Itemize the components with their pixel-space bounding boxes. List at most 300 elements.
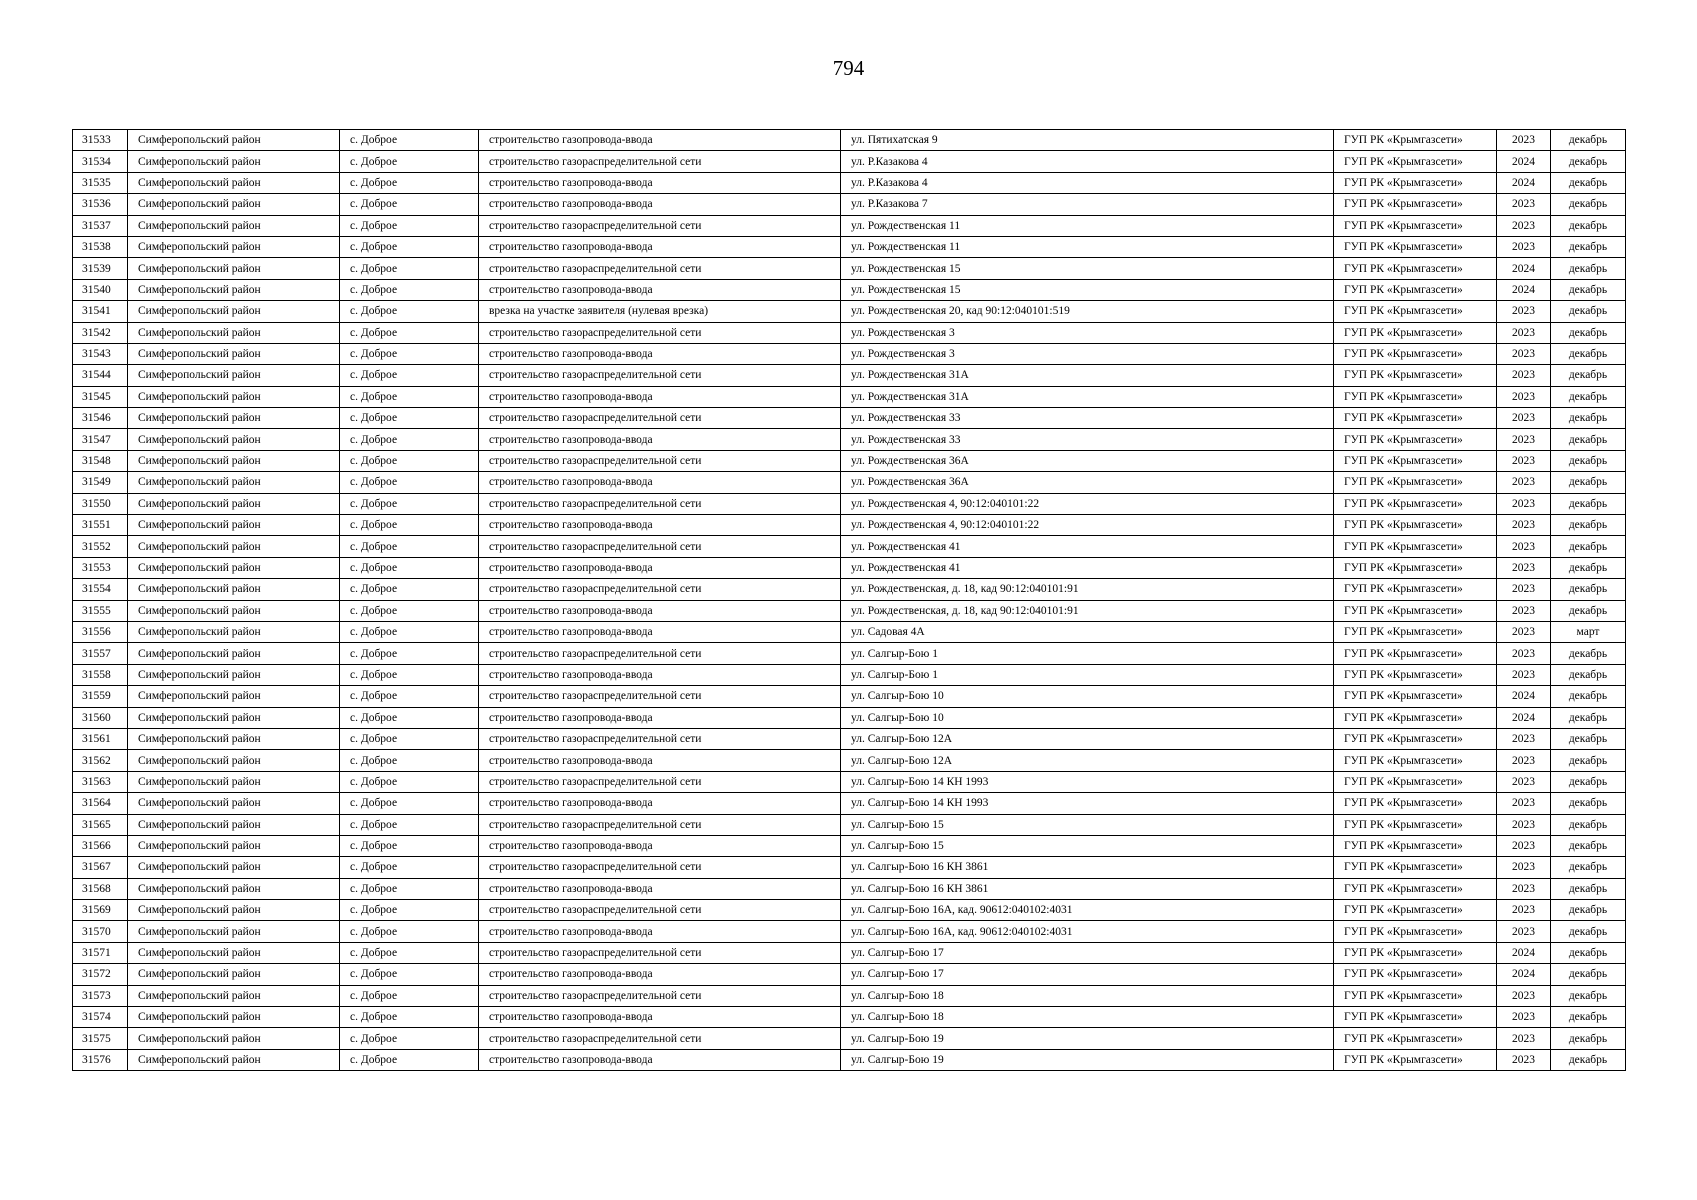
cell-address: ул. Салгыр-Бою 16А, кад. 90612:040102:4031 [841,900,1334,921]
table-row [73,878,1626,899]
cell-settlement: с. Доброе [340,878,479,899]
cell-address: ул. Салгыр-Бою 12А [841,750,1334,771]
cell-organization: ГУП РК «Крымгазсети» [1334,472,1497,493]
table-row [73,942,1626,963]
cell-organization: ГУП РК «Крымгазсети» [1334,686,1497,707]
cell-district: Симферопольский район [128,172,340,193]
cell-month: декабрь [1551,493,1626,514]
cell-year: 2023 [1497,600,1551,621]
cell-number: 31551 [73,515,128,536]
cell-year: 2023 [1497,194,1551,215]
table-row [73,301,1626,322]
cell-year: 2023 [1497,429,1551,450]
cell-year: 2023 [1497,985,1551,1006]
cell-work-type: строительство газопровода-ввода [479,750,841,771]
cell-address: ул. Рождественская 4, 90:12:040101:22 [841,515,1334,536]
cell-address: ул. Рождественская 3 [841,322,1334,343]
cell-organization: ГУП РК «Крымгазсети» [1334,515,1497,536]
cell-work-type: строительство газопровода-ввода [479,664,841,685]
cell-number: 31556 [73,621,128,642]
cell-month: декабрь [1551,450,1626,471]
cell-organization: ГУП РК «Крымгазсети» [1334,579,1497,600]
cell-year: 2023 [1497,857,1551,878]
cell-work-type: строительство газораспределительной сети [479,365,841,386]
cell-year: 2023 [1497,236,1551,257]
cell-month: декабрь [1551,215,1626,236]
cell-year: 2023 [1497,301,1551,322]
cell-year: 2024 [1497,686,1551,707]
cell-address: ул. Рождественская, д. 18, кад 90:12:040101:91 [841,579,1334,600]
cell-work-type: строительство газопровода-ввода [479,793,841,814]
cell-year: 2023 [1497,215,1551,236]
cell-settlement: с. Доброе [340,536,479,557]
cell-address: ул. Салгыр-Бою 19 [841,1028,1334,1049]
cell-number: 31561 [73,728,128,749]
cell-work-type: строительство газораспределительной сети [479,900,841,921]
cell-organization: ГУП РК «Крымгазсети» [1334,236,1497,257]
table-row [73,386,1626,407]
table-row [73,194,1626,215]
cell-month: декабрь [1551,408,1626,429]
table-row [73,964,1626,985]
cell-work-type: строительство газопровода-ввода [479,236,841,257]
cell-address: ул. Р.Казакова 4 [841,151,1334,172]
cell-settlement: с. Доброе [340,771,479,792]
cell-number: 31568 [73,878,128,899]
cell-organization: ГУП РК «Крымгазсети» [1334,194,1497,215]
cell-number: 31558 [73,664,128,685]
table-row [73,857,1626,878]
table-row [73,365,1626,386]
cell-month: декабрь [1551,1007,1626,1028]
cell-organization: ГУП РК «Крымгазсети» [1334,429,1497,450]
cell-district: Симферопольский район [128,322,340,343]
cell-settlement: с. Доброе [340,750,479,771]
cell-year: 2024 [1497,151,1551,172]
page-number: 794 [832,56,865,80]
cell-work-type: строительство газораспределительной сети [479,1028,841,1049]
cell-year: 2023 [1497,1007,1551,1028]
cell-year: 2024 [1497,258,1551,279]
cell-organization: ГУП РК «Крымгазсети» [1334,942,1497,963]
cell-number: 31565 [73,814,128,835]
table-row [73,814,1626,835]
cell-work-type: строительство газопровода-ввода [479,172,841,193]
cell-work-type: строительство газораспределительной сети [479,408,841,429]
cell-number: 31539 [73,258,128,279]
cell-month: декабрь [1551,771,1626,792]
table-row [73,472,1626,493]
cell-settlement: с. Доброе [340,450,479,471]
cell-settlement: с. Доброе [340,664,479,685]
cell-organization: ГУП РК «Крымгазсети» [1334,215,1497,236]
cell-district: Симферопольский район [128,857,340,878]
table-row [73,151,1626,172]
cell-district: Симферопольский район [128,985,340,1006]
cell-district: Симферопольский район [128,643,340,664]
table-row [73,1007,1626,1028]
cell-number: 31547 [73,429,128,450]
cell-work-type: строительство газораспределительной сети [479,728,841,749]
cell-organization: ГУП РК «Крымгазсети» [1334,493,1497,514]
cell-address: ул. Рождественская 15 [841,258,1334,279]
table-row [73,600,1626,621]
cell-month: декабрь [1551,236,1626,257]
cell-number: 31540 [73,279,128,300]
cell-work-type: строительство газораспределительной сети [479,643,841,664]
cell-district: Симферопольский район [128,151,340,172]
cell-year: 2023 [1497,1049,1551,1070]
cell-organization: ГУП РК «Крымгазсети» [1334,664,1497,685]
cell-address: ул. Р.Казакова 4 [841,172,1334,193]
cell-district: Симферопольский район [128,921,340,942]
cell-month: декабрь [1551,900,1626,921]
cell-settlement: с. Доброе [340,472,479,493]
cell-settlement: с. Доброе [340,579,479,600]
cell-year: 2023 [1497,621,1551,642]
cell-work-type: строительство газопровода-ввода [479,835,841,856]
cell-settlement: с. Доброе [340,408,479,429]
cell-address: ул. Рождественская 11 [841,215,1334,236]
cell-work-type: строительство газопровода-ввода [479,515,841,536]
cell-month: декабрь [1551,579,1626,600]
cell-settlement: с. Доброе [340,814,479,835]
table-row [73,707,1626,728]
cell-settlement: с. Доброе [340,429,479,450]
cell-district: Симферопольский район [128,258,340,279]
cell-district: Симферопольский район [128,579,340,600]
cell-organization: ГУП РК «Крымгазсети» [1334,900,1497,921]
cell-work-type: врезка на участке заявителя (нулевая врезка) [479,301,841,322]
cell-address: ул. Салгыр-Бою 1 [841,643,1334,664]
cell-work-type: строительство газопровода-ввода [479,921,841,942]
cell-address: ул. Р.Казакова 7 [841,194,1334,215]
cell-month: декабрь [1551,985,1626,1006]
table-row [73,579,1626,600]
cell-organization: ГУП РК «Крымгазсети» [1334,172,1497,193]
cell-organization: ГУП РК «Крымгазсети» [1334,964,1497,985]
cell-address: ул. Салгыр-Бою 19 [841,1049,1334,1070]
cell-organization: ГУП РК «Крымгазсети» [1334,621,1497,642]
cell-address: ул. Пятихатская 9 [841,130,1334,151]
cell-year: 2023 [1497,450,1551,471]
cell-district: Симферопольский район [128,343,340,364]
cell-work-type: строительство газопровода-ввода [479,279,841,300]
cell-organization: ГУП РК «Крымгазсети» [1334,343,1497,364]
cell-work-type: строительство газораспределительной сети [479,579,841,600]
cell-address: ул. Рождественская 36А [841,450,1334,471]
cell-month: декабрь [1551,1028,1626,1049]
table-row [73,900,1626,921]
cell-year: 2024 [1497,172,1551,193]
cell-month: декабрь [1551,793,1626,814]
cell-district: Симферопольский район [128,686,340,707]
cell-year: 2023 [1497,130,1551,151]
table-row [73,343,1626,364]
cell-settlement: с. Доброе [340,258,479,279]
cell-month: декабрь [1551,258,1626,279]
cell-district: Симферопольский район [128,450,340,471]
cell-settlement: с. Доброе [340,686,479,707]
table-row [73,429,1626,450]
cell-work-type: строительство газопровода-ввода [479,964,841,985]
cell-year: 2023 [1497,343,1551,364]
cell-year: 2023 [1497,515,1551,536]
cell-settlement: с. Доброе [340,279,479,300]
cell-settlement: с. Доброе [340,301,479,322]
cell-settlement: с. Доброе [340,493,479,514]
cell-number: 31550 [73,493,128,514]
cell-organization: ГУП РК «Крымгазсети» [1334,365,1497,386]
cell-organization: ГУП РК «Крымгазсети» [1334,322,1497,343]
registry-table [72,129,1626,1071]
cell-number: 31536 [73,194,128,215]
cell-organization: ГУП РК «Крымгазсети» [1334,450,1497,471]
table-row [73,258,1626,279]
cell-number: 31543 [73,343,128,364]
cell-organization: ГУП РК «Крымгазсети» [1334,279,1497,300]
cell-address: ул. Салгыр-Бою 18 [841,985,1334,1006]
cell-year: 2024 [1497,707,1551,728]
cell-number: 31576 [73,1049,128,1070]
cell-month: декабрь [1551,536,1626,557]
cell-settlement: с. Доброе [340,130,479,151]
cell-number: 31537 [73,215,128,236]
cell-number: 31572 [73,964,128,985]
table-row [73,172,1626,193]
cell-number: 31553 [73,557,128,578]
cell-settlement: с. Доброе [340,707,479,728]
cell-month: декабрь [1551,750,1626,771]
cell-number: 31535 [73,172,128,193]
cell-year: 2023 [1497,664,1551,685]
cell-district: Симферопольский район [128,835,340,856]
cell-number: 31574 [73,1007,128,1028]
cell-district: Симферопольский район [128,750,340,771]
cell-district: Симферопольский район [128,301,340,322]
cell-work-type: строительство газораспределительной сети [479,215,841,236]
cell-district: Симферопольский район [128,236,340,257]
cell-settlement: с. Доброе [340,194,479,215]
cell-address: ул. Рождественская 31А [841,365,1334,386]
cell-month: март [1551,621,1626,642]
cell-address: ул. Салгыр-Бою 12А [841,728,1334,749]
table-row [73,686,1626,707]
table-row [73,236,1626,257]
cell-work-type: строительство газораспределительной сети [479,771,841,792]
cell-settlement: с. Доброе [340,365,479,386]
cell-settlement: с. Доброе [340,985,479,1006]
table-row [73,1049,1626,1070]
cell-month: декабрь [1551,172,1626,193]
cell-month: декабрь [1551,194,1626,215]
cell-settlement: с. Доброе [340,515,479,536]
cell-address: ул. Рождественская 20, кад 90:12:040101:519 [841,301,1334,322]
table-row [73,215,1626,236]
cell-work-type: строительство газораспределительной сети [479,493,841,514]
cell-organization: ГУП РК «Крымгазсети» [1334,151,1497,172]
cell-month: декабрь [1551,600,1626,621]
cell-address: ул. Салгыр-Бою 10 [841,686,1334,707]
cell-address: ул. Рождественская 36А [841,472,1334,493]
cell-address: ул. Салгыр-Бою 16А, кад. 90612:040102:4031 [841,921,1334,942]
table-row [73,1028,1626,1049]
cell-address: ул. Рождественская 11 [841,236,1334,257]
cell-work-type: строительство газопровода-ввода [479,194,841,215]
table-row [73,835,1626,856]
cell-address: ул. Рождественская 3 [841,343,1334,364]
table-row [73,279,1626,300]
cell-organization: ГУП РК «Крымгазсети» [1334,1028,1497,1049]
cell-number: 31549 [73,472,128,493]
table-row [73,793,1626,814]
cell-organization: ГУП РК «Крымгазсети» [1334,408,1497,429]
cell-organization: ГУП РК «Крымгазсети» [1334,557,1497,578]
cell-year: 2023 [1497,878,1551,899]
cell-settlement: с. Доброе [340,1007,479,1028]
cell-settlement: с. Доброе [340,600,479,621]
cell-work-type: строительство газораспределительной сети [479,450,841,471]
cell-organization: ГУП РК «Крымгазсети» [1334,600,1497,621]
cell-month: декабрь [1551,515,1626,536]
cell-work-type: строительство газораспределительной сети [479,857,841,878]
cell-month: декабрь [1551,279,1626,300]
cell-address: ул. Садовая 4А [841,621,1334,642]
cell-number: 31573 [73,985,128,1006]
cell-month: декабрь [1551,365,1626,386]
cell-month: декабрь [1551,557,1626,578]
cell-district: Симферопольский район [128,621,340,642]
cell-number: 31554 [73,579,128,600]
cell-year: 2023 [1497,365,1551,386]
cell-settlement: с. Доброе [340,621,479,642]
cell-number: 31575 [73,1028,128,1049]
cell-district: Симферопольский район [128,707,340,728]
cell-number: 31562 [73,750,128,771]
cell-number: 31557 [73,643,128,664]
table-row [73,408,1626,429]
table-row [73,728,1626,749]
cell-district: Симферопольский район [128,900,340,921]
cell-work-type: строительство газопровода-ввода [479,621,841,642]
cell-work-type: строительство газораспределительной сети [479,814,841,835]
cell-month: декабрь [1551,728,1626,749]
cell-address: ул. Рождественская 33 [841,408,1334,429]
cell-month: декабрь [1551,664,1626,685]
cell-work-type: строительство газопровода-ввода [479,557,841,578]
cell-month: декабрь [1551,814,1626,835]
cell-address: ул. Рождественская 4, 90:12:040101:22 [841,493,1334,514]
cell-district: Симферопольский район [128,130,340,151]
cell-number: 31564 [73,793,128,814]
cell-work-type: строительство газораспределительной сети [479,536,841,557]
cell-settlement: с. Доброе [340,900,479,921]
cell-settlement: с. Доброе [340,215,479,236]
cell-work-type: строительство газораспределительной сети [479,258,841,279]
cell-work-type: строительство газопровода-ввода [479,878,841,899]
cell-month: декабрь [1551,429,1626,450]
cell-year: 2023 [1497,536,1551,557]
cell-district: Симферопольский район [128,964,340,985]
cell-year: 2023 [1497,728,1551,749]
cell-month: декабрь [1551,686,1626,707]
cell-organization: ГУП РК «Крымгазсети» [1334,835,1497,856]
cell-organization: ГУП РК «Крымгазсети» [1334,771,1497,792]
cell-district: Симферопольский район [128,386,340,407]
cell-month: декабрь [1551,301,1626,322]
cell-number: 31546 [73,408,128,429]
cell-district: Симферопольский район [128,215,340,236]
cell-month: декабрь [1551,130,1626,151]
cell-organization: ГУП РК «Крымгазсети» [1334,301,1497,322]
cell-year: 2023 [1497,579,1551,600]
cell-settlement: с. Доброе [340,386,479,407]
cell-organization: ГУП РК «Крымгазсети» [1334,643,1497,664]
cell-district: Симферопольский район [128,1028,340,1049]
cell-settlement: с. Доброе [340,343,479,364]
cell-settlement: с. Доброе [340,728,479,749]
cell-year: 2023 [1497,814,1551,835]
cell-month: декабрь [1551,472,1626,493]
cell-address: ул. Рождественская, д. 18, кад 90:12:040101:91 [841,600,1334,621]
cell-address: ул. Рождественская 41 [841,536,1334,557]
cell-settlement: с. Доброе [340,643,479,664]
cell-work-type: строительство газопровода-ввода [479,472,841,493]
cell-work-type: строительство газопровода-ввода [479,429,841,450]
cell-number: 31569 [73,900,128,921]
cell-number: 31571 [73,942,128,963]
cell-settlement: с. Доброе [340,793,479,814]
cell-district: Симферопольский район [128,1049,340,1070]
cell-month: декабрь [1551,921,1626,942]
cell-year: 2024 [1497,279,1551,300]
cell-year: 2023 [1497,835,1551,856]
cell-month: декабрь [1551,857,1626,878]
cell-district: Симферопольский район [128,793,340,814]
cell-organization: ГУП РК «Крымгазсети» [1334,985,1497,1006]
table-row [73,771,1626,792]
cell-year: 2023 [1497,900,1551,921]
cell-number: 31559 [73,686,128,707]
cell-organization: ГУП РК «Крымгазсети» [1334,793,1497,814]
cell-number: 31555 [73,600,128,621]
cell-organization: ГУП РК «Крымгазсети» [1334,878,1497,899]
cell-settlement: с. Доброе [340,857,479,878]
table-row [73,322,1626,343]
cell-address: ул. Рождественская 33 [841,429,1334,450]
cell-year: 2023 [1497,493,1551,514]
cell-address: ул. Салгыр-Бою 1 [841,664,1334,685]
cell-year: 2023 [1497,472,1551,493]
cell-work-type: строительство газопровода-ввода [479,1007,841,1028]
table-row [73,450,1626,471]
cell-year: 2023 [1497,557,1551,578]
cell-address: ул. Рождественская 41 [841,557,1334,578]
cell-number: 31570 [73,921,128,942]
cell-number: 31552 [73,536,128,557]
cell-organization: ГУП РК «Крымгазсети» [1334,707,1497,728]
cell-year: 2023 [1497,643,1551,664]
table-row [73,130,1626,151]
cell-work-type: строительство газораспределительной сети [479,942,841,963]
cell-year: 2023 [1497,921,1551,942]
table-row [73,536,1626,557]
cell-number: 31544 [73,365,128,386]
cell-district: Симферопольский район [128,536,340,557]
cell-month: декабрь [1551,942,1626,963]
cell-organization: ГУП РК «Крымгазсети» [1334,536,1497,557]
cell-month: декабрь [1551,835,1626,856]
